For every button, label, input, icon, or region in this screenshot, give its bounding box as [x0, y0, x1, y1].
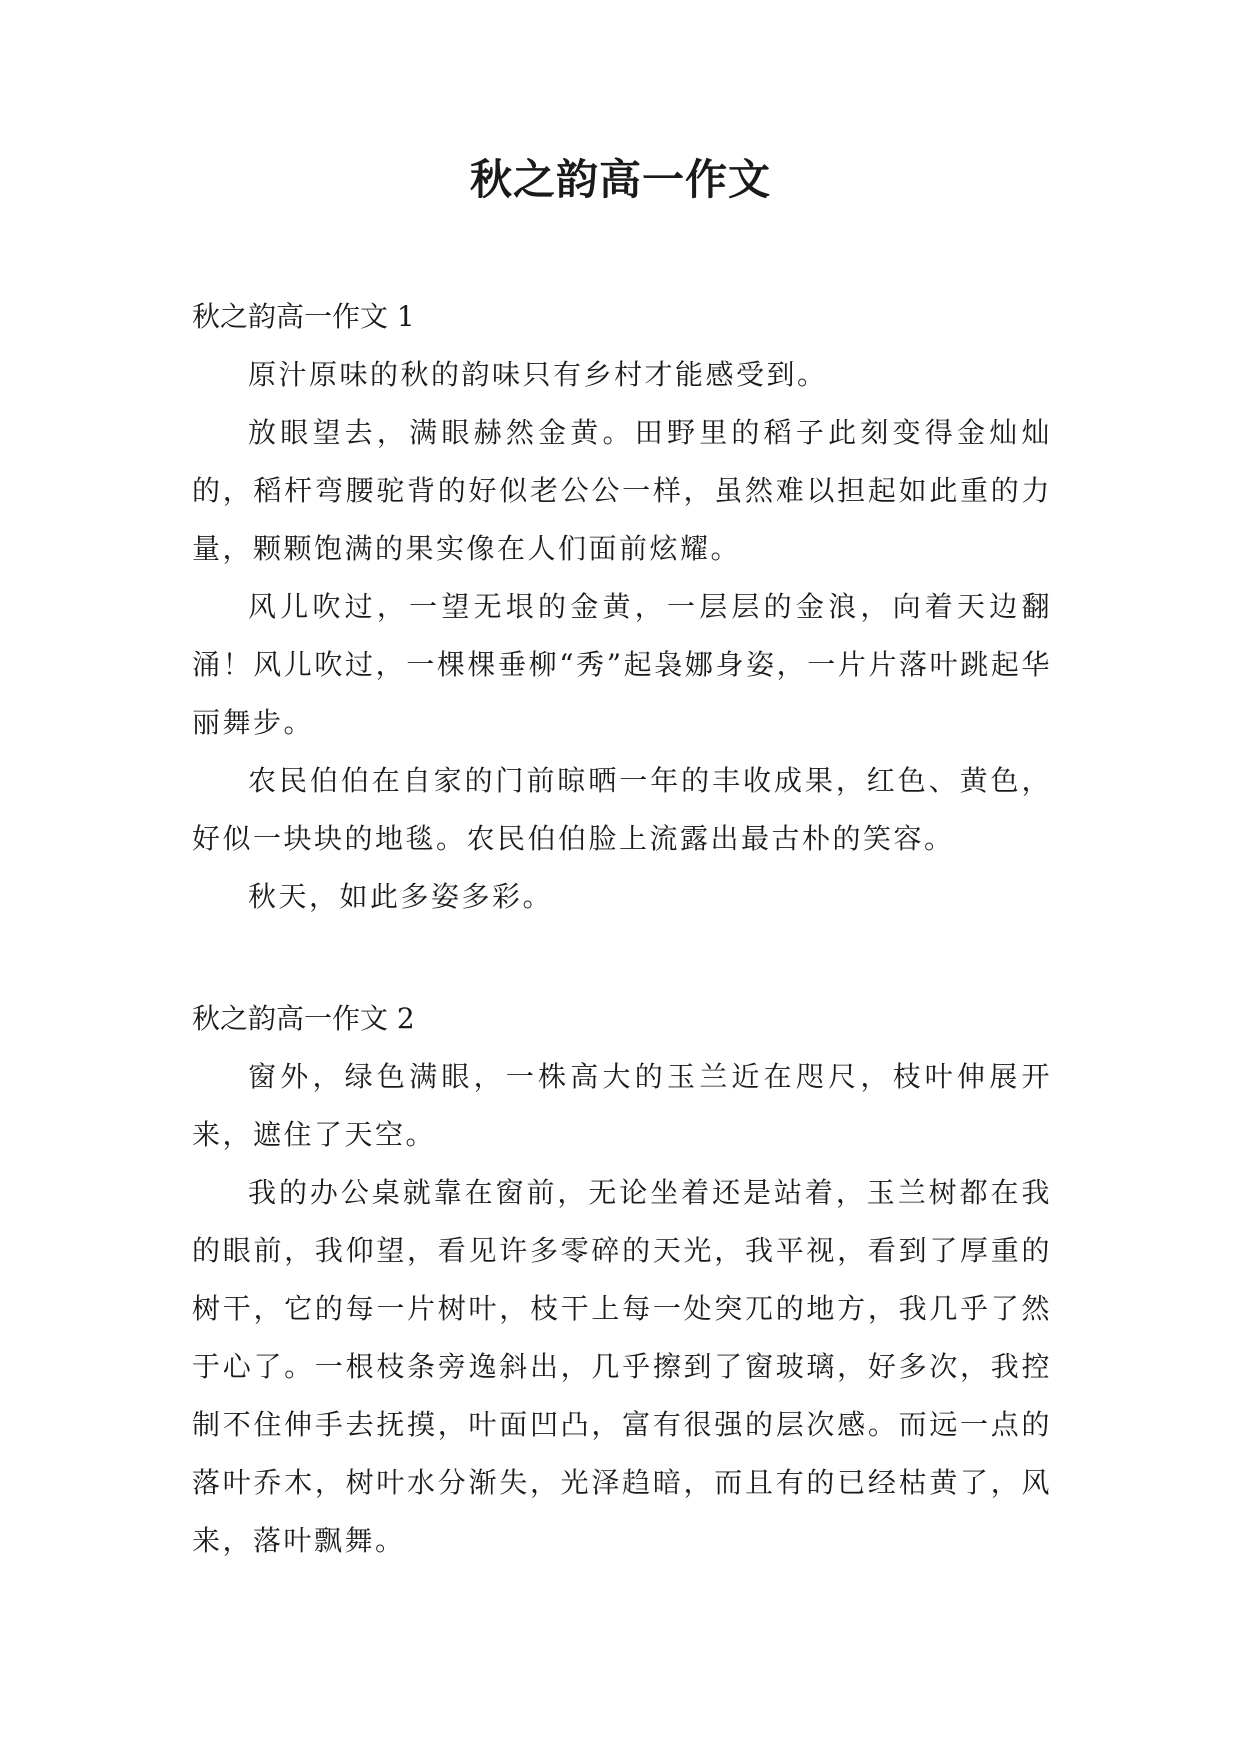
paragraph: 原汁原味的秋的韵味只有乡村才能感受到。: [248, 358, 828, 391]
section-heading: 秋之韵高一作文 1: [192, 300, 415, 333]
section-heading: 秋之韵高一作文 2: [192, 1002, 415, 1035]
paragraph: 秋天，如此多姿多彩。: [248, 880, 554, 913]
paragraph: 风儿吹过，一望无垠的金黄，一层层的金浪，向着天边翻涌！风儿吹过，一棵棵垂柳“秀”起袅娜身姿，一片片落叶跳起华丽舞步。: [192, 590, 1052, 739]
paragraph: 放眼望去，满眼赫然金黄。田野里的稻子此刻变得金灿灿的，稻杆弯腰驼背的好似老公公一样，虽然难以担起如此重的力量，颗颗饱满的果实像在人们面前炫耀。: [192, 416, 1052, 565]
essay-section-1: [192, 288, 1052, 926]
paragraph: 农民伯伯在自家的门前晾晒一年的丰收成果，红色、黄色，好似一块块的地毯。农民伯伯脸上流露出最古朴的笑容。: [192, 764, 1052, 855]
paragraph: 我的办公桌就靠在窗前，无论坐着还是站着，玉兰树都在我的眼前，我仰望，看见许多零碎的天光，我平视，看到了厚重的树干，它的每一片树叶，枝干上每一处突兀的地方，我几乎了然于心了。一根枝条旁逸斜出，几乎擦到了窗玻璃，好多次，我控制不住伸手去抚摸，叶面凹凸，富有很强的层次感。而远一点的落叶乔木，树叶水分渐失，光泽趋暗，而且有的已经枯黄了，风来，落叶飘舞。: [192, 1176, 1052, 1557]
document-title: 秋之韵高一作文: [469, 155, 771, 204]
essay-section-2: [192, 990, 1052, 1570]
paragraph: 窗外，绿色满眼，一株高大的玉兰近在咫尺，枝叶伸展开来，遮住了天空。: [192, 1060, 1052, 1151]
